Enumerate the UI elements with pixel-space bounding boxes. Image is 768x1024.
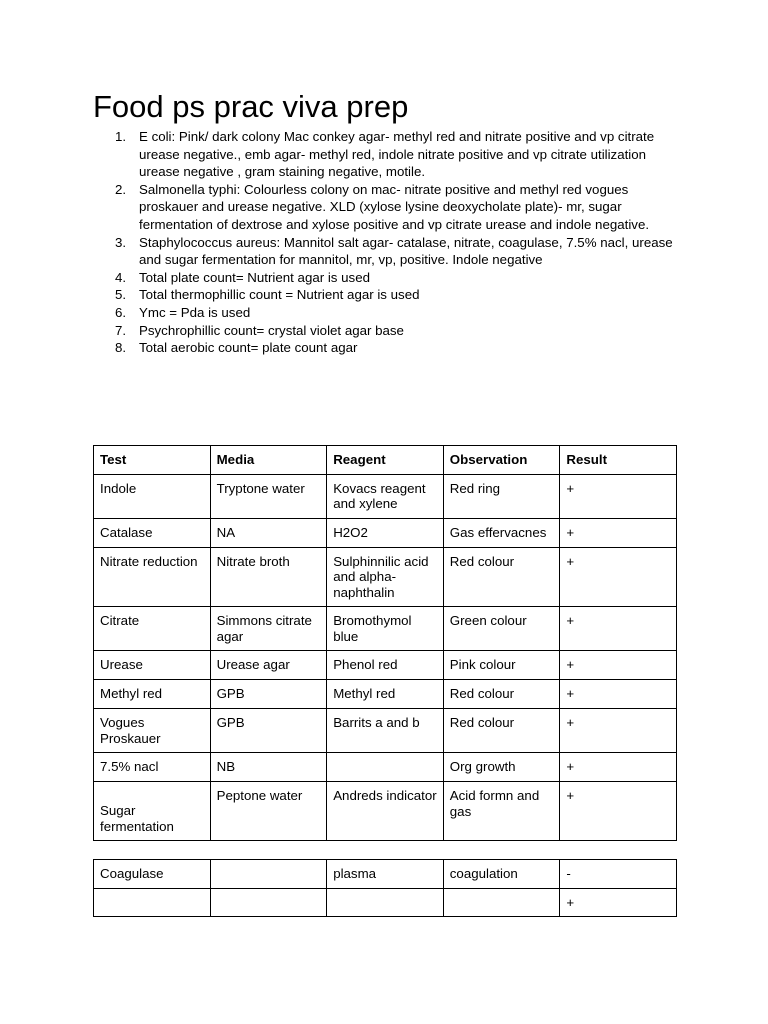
table-cell — [327, 753, 444, 782]
table-cell: 7.5% nacl — [94, 753, 211, 782]
table-cell: Acid formn and gas — [443, 782, 560, 841]
table-cell: + — [560, 547, 677, 607]
table-cell: Nitrate broth — [210, 547, 327, 607]
list-item: 6. Ymc = Pda is used — [115, 304, 251, 320]
table-cell — [210, 888, 327, 917]
table-cell: + — [560, 782, 677, 841]
table-cell: Peptone water — [210, 782, 327, 841]
table-cell: Phenol red — [327, 651, 444, 680]
table-row — [94, 782, 677, 841]
table-cell: Andreds indicator — [327, 782, 444, 841]
table-row — [94, 474, 677, 518]
table-cell: Vogues Proskauer — [94, 709, 211, 753]
table-header-row — [94, 446, 677, 475]
header-test: Test — [94, 446, 211, 475]
list-item: 4. Total plate count= Nutrient agar is used — [115, 269, 370, 285]
header-media: Media — [210, 446, 327, 475]
table-cell: Green colour — [443, 607, 560, 651]
table-cell — [94, 888, 211, 917]
table-cell: Pink colour — [443, 651, 560, 680]
notes-list — [93, 128, 673, 357]
list-item: 1. E coli: Pink/ dark colony Mac conkey agar- methyl red and nitrate positive and vp citrate urease negative., emb agar- methyl red, indole nitrate positive and vp citrate utilization urease negative , gram staining negative, motile. — [115, 129, 655, 180]
table-cell: Gas effervacnes — [443, 518, 560, 547]
table-row — [94, 651, 677, 680]
table-cell: Simmons citrate agar — [210, 607, 327, 651]
coagulase-table — [93, 859, 677, 917]
table-cell: GPB — [210, 709, 327, 753]
table-cell: Red colour — [443, 547, 560, 607]
table-cell: + — [560, 607, 677, 651]
table-cell: Citrate — [94, 607, 211, 651]
table-cell: + — [560, 709, 677, 753]
table-cell: Nitrate reduction — [94, 547, 211, 607]
table-cell: plasma — [327, 860, 444, 889]
table-cell: H2O2 — [327, 518, 444, 547]
header-reagent: Reagent — [327, 446, 444, 475]
table-row — [94, 888, 677, 917]
table-row — [94, 753, 677, 782]
table-cell: Org growth — [443, 753, 560, 782]
list-item: 8. Total aerobic count= plate count agar — [115, 340, 358, 356]
page-title: Food ps prac viva prep — [93, 89, 409, 124]
table-cell: Urease — [94, 651, 211, 680]
table-row — [94, 518, 677, 547]
table-cell — [327, 888, 444, 917]
table-cell: coagulation — [443, 860, 560, 889]
table-cell: - — [560, 860, 677, 889]
table-row — [94, 680, 677, 709]
table-cell: Tryptone water — [210, 474, 327, 518]
table-cell: + — [560, 753, 677, 782]
table-row — [94, 860, 677, 889]
table-cell: Sulphinnilic acid and alpha-naphthalin — [327, 547, 444, 607]
table-row — [94, 607, 677, 651]
table-cell: Indole — [94, 474, 211, 518]
table-cell: + — [560, 888, 677, 917]
table-row — [94, 547, 677, 607]
table-cell: Methyl red — [327, 680, 444, 709]
table-cell: GPB — [210, 680, 327, 709]
tests-table — [93, 445, 677, 841]
header-result: Result — [560, 446, 677, 475]
table-cell: Methyl red — [94, 680, 211, 709]
table-cell: Catalase — [94, 518, 211, 547]
table-cell: Urease agar — [210, 651, 327, 680]
table-cell: NA — [210, 518, 327, 547]
table-cell: Sugar fermentation — [94, 782, 211, 841]
table-cell: NB — [210, 753, 327, 782]
table-cell — [210, 860, 327, 889]
table-cell: Red colour — [443, 680, 560, 709]
table-cell: Barrits a and b — [327, 709, 444, 753]
table-cell: + — [560, 474, 677, 518]
table-cell: Red ring — [443, 474, 560, 518]
list-item: 3. Staphylococcus aureus: Mannitol salt agar- catalase, nitrate, coagulase, 7.5% nacl, urease and sugar fermentation for mannitol, mr, vp, positive. Indole negative — [115, 234, 673, 268]
table-cell: Kovacs reagent and xylene — [327, 474, 444, 518]
header-observation: Observation — [443, 446, 560, 475]
list-item: 7. Psychrophillic count= crystal violet agar base — [115, 322, 404, 338]
table-row — [94, 709, 677, 753]
table-cell: + — [560, 518, 677, 547]
table-cell: Coagulase — [94, 860, 211, 889]
list-item: 2. Salmonella typhi: Colourless colony on mac- nitrate positive and methyl red vogues proskauer and urease negative. XLD (xylose lysine deoxycholate plate)- mr, sugar fermentation of dextrose and xylose positive and vp citrate urease and indole negative. — [115, 181, 650, 232]
table-cell: Red colour — [443, 709, 560, 753]
table-cell: + — [560, 651, 677, 680]
table-cell — [443, 888, 560, 917]
list-item: 5. Total thermophillic count = Nutrient agar is used — [115, 287, 420, 303]
table-cell: + — [560, 680, 677, 709]
table-cell: Bromothymol blue — [327, 607, 444, 651]
